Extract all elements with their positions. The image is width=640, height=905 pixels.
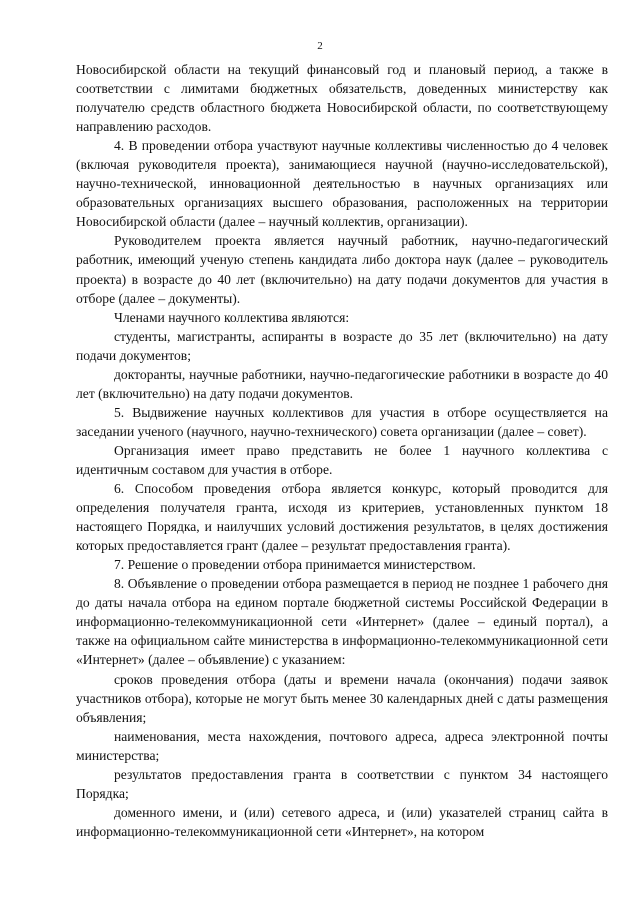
paragraph-continuation: Новосибирской области на текущий финансовый год и плановый период, а также в соответствии с лимитами бюджетных обязательств, доведенных министерству как получателю средств областного бюджета Новосибирской области, по соответствующему направлению расходов.	[76, 62, 608, 135]
paragraph-members-doctoral: докторанты, научные работники, научно-педагогические работники в возрасте до 40 лет (включительно) на дату подачи документов.	[76, 366, 608, 401]
paragraph-clause-7: 7. Решение о проведении отбора принимается министерством.	[114, 557, 476, 573]
paragraph-project-leader: Руководителем проекта является научный работник, научно-педагогический работник, имеющий ученую степень кандидата либо доктора наук (далее – руководитель проекта) в возрасте до 40 лет (включительно) на дату подачи документов для участия в отборе (далее – документы).	[76, 233, 608, 306]
paragraph-grant-results: результатов предоставления гранта в соответствии с пунктом 34 настоящего Порядка;	[76, 766, 608, 801]
paragraph-members-intro: Членами научного коллектива являются:	[114, 309, 350, 325]
paragraph-clause-6: 6. Способом проведения отбора является конкурс, который проводится для определения получателя гранта, исходя из критериев, установленных пунктом 18 настоящего Порядка, и наилучших условий достижения результатов, в целях достижения которых предоставляется грант (далее – результат предоставления гранта).	[76, 481, 608, 554]
paragraph-clause-4: 4. В проведении отбора участвуют научные коллективы численностью до 4 человек (включая руководителя проекта), занимающиеся научной (научно-исследовательской), научно-технической, инновационной деятельностью в научных организациях или образовательных организациях высшего образования, расположенных на территории Новосибирской области (далее – научный коллектив, организации).	[76, 138, 608, 230]
paragraph-members-students: студенты, магистранты, аспиранты в возрасте до 35 лет (включительно) на дату подачи документов;	[76, 328, 608, 363]
paragraph-clause-5: 5. Выдвижение научных коллективов для участия в отборе осуществляется на заседании ученого (научного, научно-технического) совета организации (далее – совет).	[76, 404, 608, 439]
page-number: 2	[317, 40, 323, 52]
paragraph-deadlines: сроков проведения отбора (даты и времени начала (окончания) подачи заявок участников отбора), которые не могут быть менее 30 календарных дней с даты размещения объявления;	[76, 671, 608, 725]
paragraph-clause-8: 8. Объявление о проведении отбора размещается в период не позднее 1 рабочего дня до даты начала отбора на едином портале бюджетной системы Российской Федерации в информационно-телекоммуникационной сети «Интернет» (далее – единый портал), а также на официальном сайте министерства в информационно-телекоммуникационной сети «Интернет» (далее – объявление) с указанием:	[76, 576, 608, 668]
paragraph-domain-name: доменного имени, и (или) сетевого адреса, и (или) указателей страниц сайта в информационно-телекоммуникационной сети «Интернет», на котором	[76, 804, 608, 839]
document-body	[76, 60, 608, 841]
paragraph-ministry-contacts: наименования, места нахождения, почтового адреса, адреса электронной почты министерства;	[76, 728, 608, 763]
paragraph-organization-right: Организация имеет право представить не более 1 научного коллектива с идентичным составом для участия в отборе.	[76, 442, 608, 477]
